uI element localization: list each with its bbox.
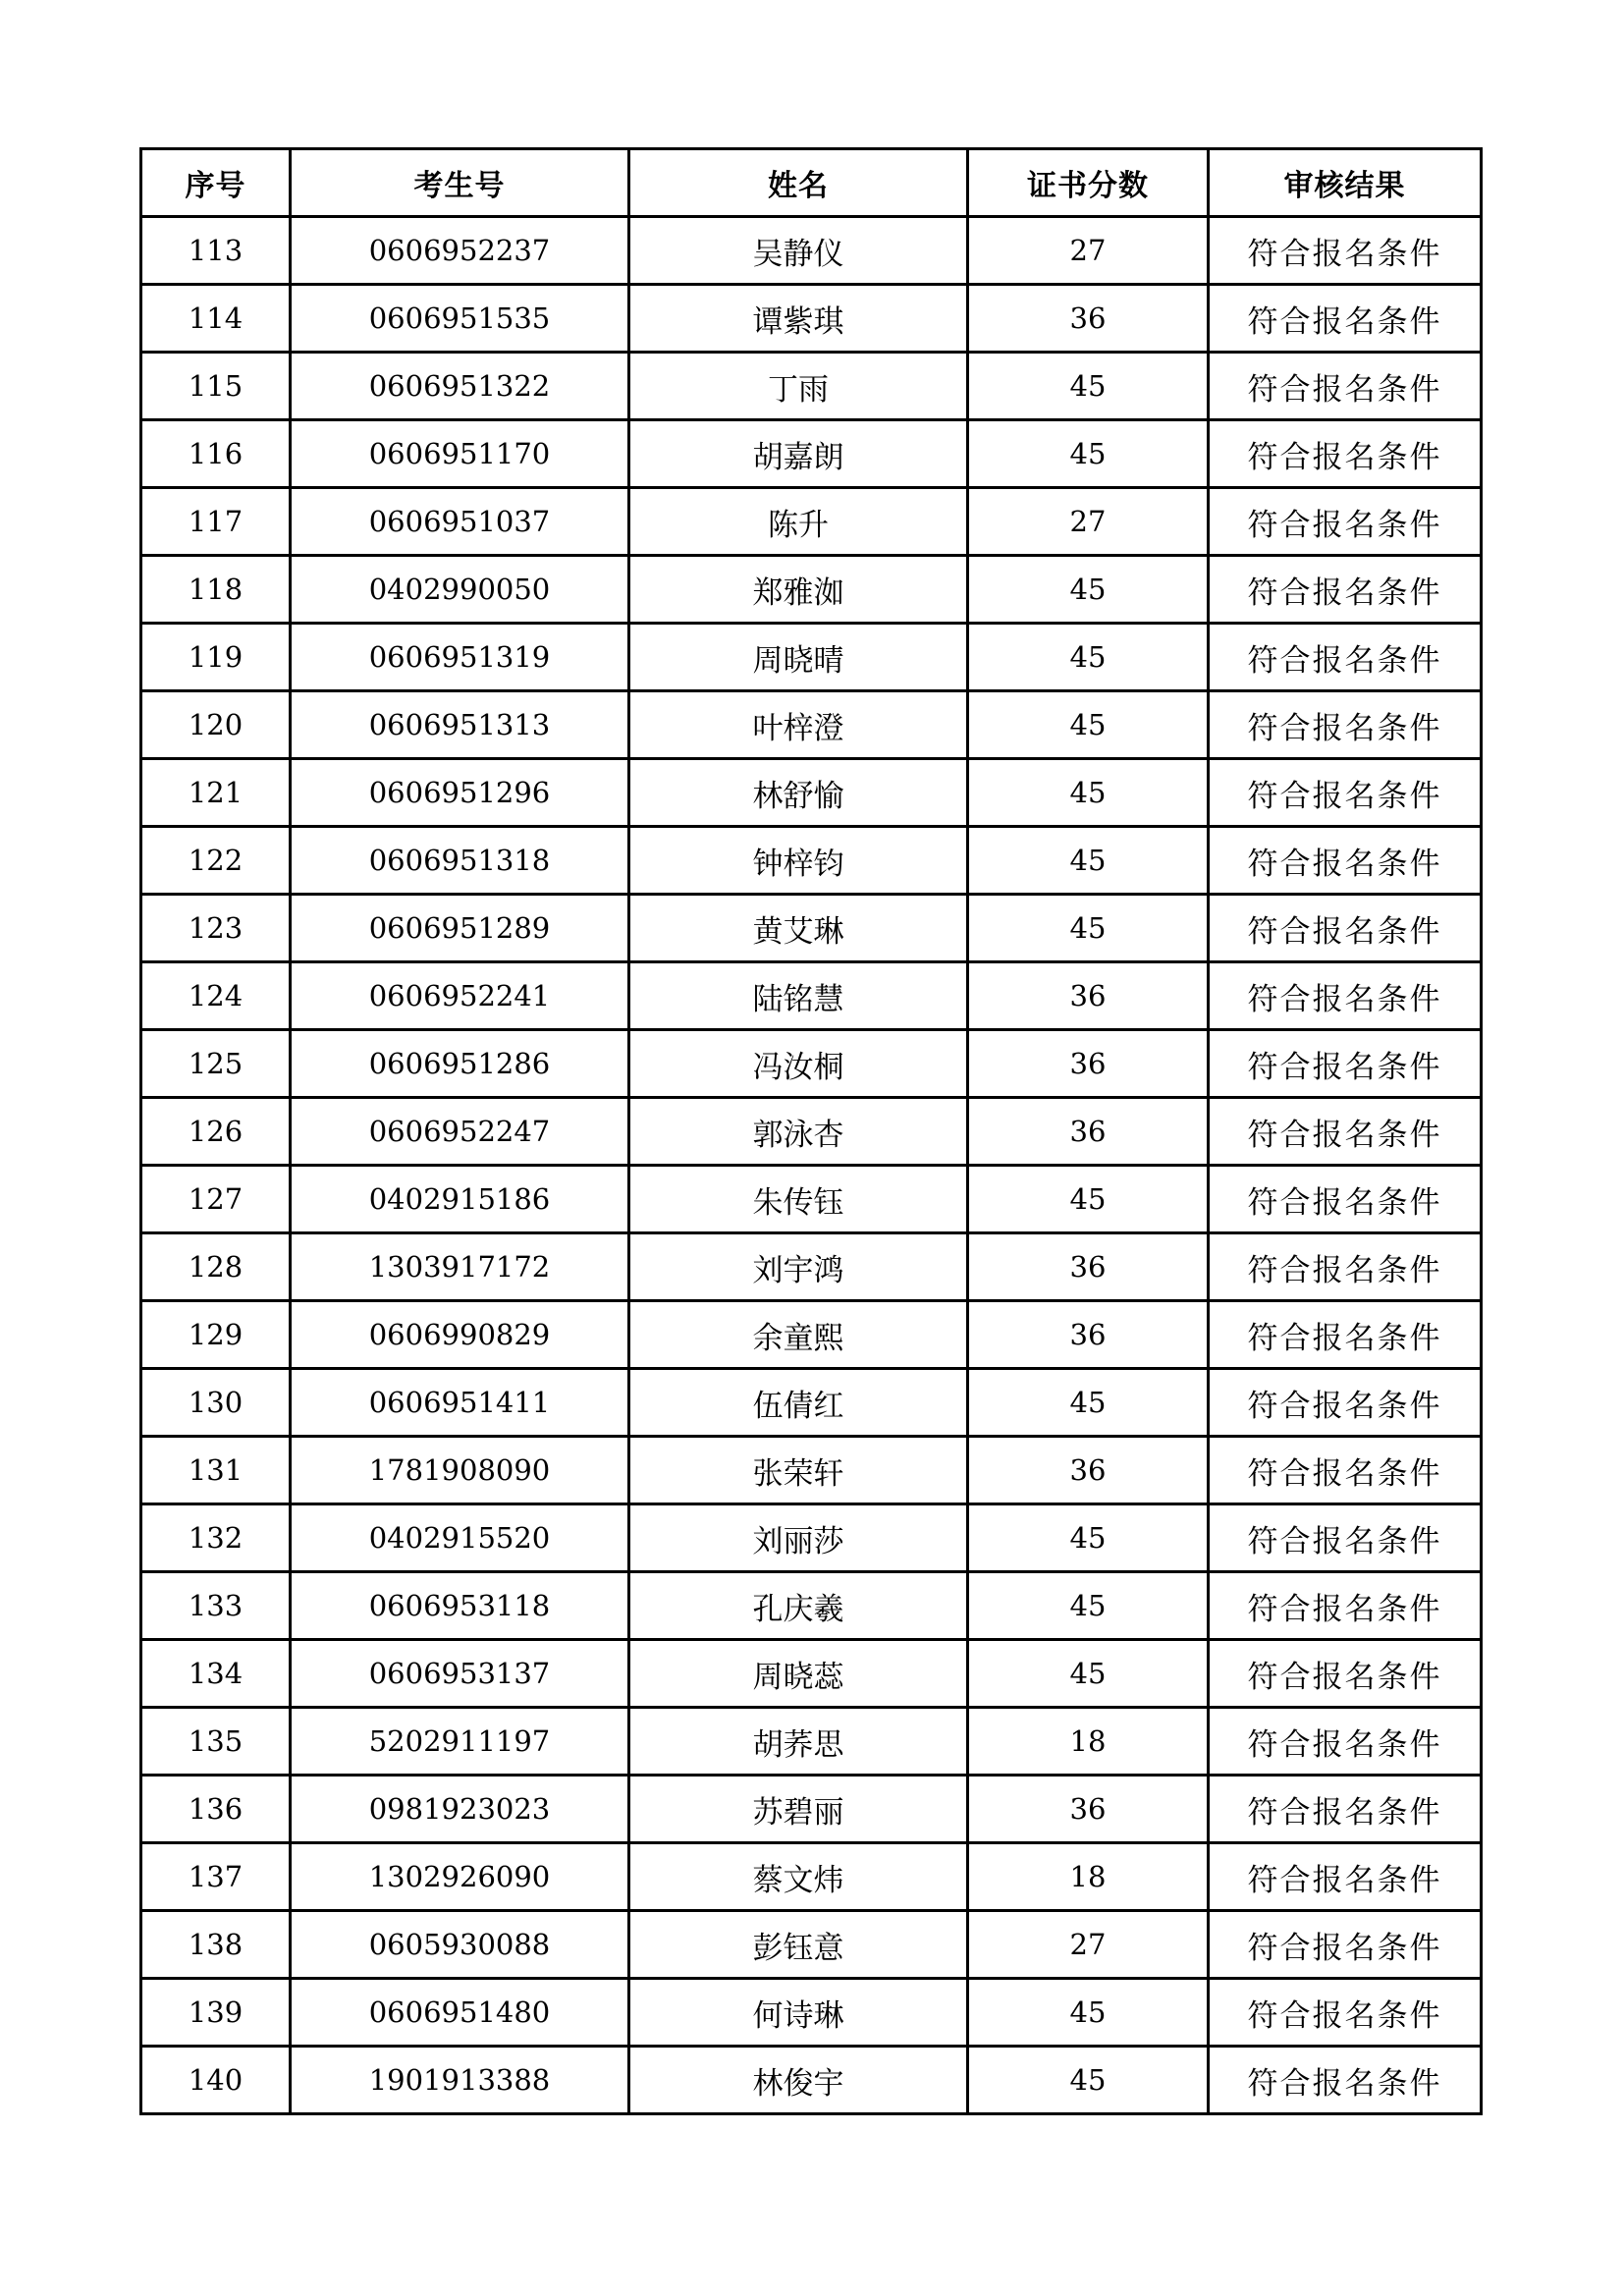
table-row [141, 962, 1482, 1030]
cell-name: 朱传钰 [629, 1166, 968, 1233]
cell-review-result: 符合报名条件 [1209, 1572, 1482, 1640]
cell-certificate-score: 45 [968, 1572, 1209, 1640]
cell-exam-number: 0606951286 [291, 1030, 629, 1098]
table-row [141, 759, 1482, 827]
header-row [141, 149, 1482, 217]
table-row [141, 488, 1482, 556]
cell-review-result: 符合报名条件 [1209, 1301, 1482, 1369]
cell-index: 121 [141, 759, 291, 827]
cell-review-result: 符合报名条件 [1209, 1776, 1482, 1843]
cell-index: 138 [141, 1911, 291, 1979]
results-table [139, 147, 1483, 2115]
cell-exam-number: 0606952247 [291, 1098, 629, 1166]
cell-name: 黄艾琳 [629, 895, 968, 962]
cell-review-result: 符合报名条件 [1209, 1233, 1482, 1301]
cell-certificate-score: 36 [968, 1437, 1209, 1504]
cell-name: 彭钰意 [629, 1911, 968, 1979]
cell-review-result: 符合报名条件 [1209, 1708, 1482, 1776]
cell-exam-number: 0606951170 [291, 420, 629, 488]
cell-exam-number: 0402990050 [291, 556, 629, 624]
cell-review-result: 符合报名条件 [1209, 556, 1482, 624]
cell-review-result: 符合报名条件 [1209, 1030, 1482, 1098]
table-row [141, 1166, 1482, 1233]
cell-review-result: 符合报名条件 [1209, 1911, 1482, 1979]
cell-index: 123 [141, 895, 291, 962]
cell-certificate-score: 45 [968, 827, 1209, 895]
cell-name: 叶梓澄 [629, 691, 968, 759]
cell-name: 周晓蕊 [629, 1640, 968, 1708]
cell-review-result: 符合报名条件 [1209, 691, 1482, 759]
cell-certificate-score: 45 [968, 1504, 1209, 1572]
cell-certificate-score: 36 [968, 1301, 1209, 1369]
cell-review-result: 符合报名条件 [1209, 827, 1482, 895]
cell-name: 刘丽莎 [629, 1504, 968, 1572]
cell-certificate-score: 36 [968, 962, 1209, 1030]
table-row [141, 420, 1482, 488]
cell-exam-number: 1302926090 [291, 1843, 629, 1911]
cell-exam-number: 0402915186 [291, 1166, 629, 1233]
cell-review-result: 符合报名条件 [1209, 1437, 1482, 1504]
cell-certificate-score: 45 [968, 624, 1209, 691]
cell-index: 129 [141, 1301, 291, 1369]
cell-name: 伍倩红 [629, 1369, 968, 1437]
header-certificate-score: 证书分数 [968, 149, 1209, 217]
table-header [141, 149, 1482, 217]
cell-review-result: 符合报名条件 [1209, 1098, 1482, 1166]
header-review-result: 审核结果 [1209, 149, 1482, 217]
cell-review-result: 符合报名条件 [1209, 420, 1482, 488]
cell-index: 132 [141, 1504, 291, 1572]
table-row [141, 285, 1482, 353]
cell-index: 122 [141, 827, 291, 895]
cell-name: 孔庆羲 [629, 1572, 968, 1640]
cell-exam-number: 0606953137 [291, 1640, 629, 1708]
cell-exam-number: 1303917172 [291, 1233, 629, 1301]
cell-exam-number: 0606951411 [291, 1369, 629, 1437]
cell-certificate-score: 36 [968, 285, 1209, 353]
cell-index: 130 [141, 1369, 291, 1437]
cell-review-result: 符合报名条件 [1209, 1640, 1482, 1708]
header-exam-number: 考生号 [291, 149, 629, 217]
cell-certificate-score: 27 [968, 217, 1209, 285]
cell-review-result: 符合报名条件 [1209, 962, 1482, 1030]
cell-index: 134 [141, 1640, 291, 1708]
cell-index: 117 [141, 488, 291, 556]
cell-name: 苏碧丽 [629, 1776, 968, 1843]
cell-index: 126 [141, 1098, 291, 1166]
cell-name: 何诗琳 [629, 1979, 968, 2047]
cell-certificate-score: 36 [968, 1030, 1209, 1098]
table-row [141, 1572, 1482, 1640]
cell-review-result: 符合报名条件 [1209, 217, 1482, 285]
cell-certificate-score: 45 [968, 556, 1209, 624]
cell-index: 119 [141, 624, 291, 691]
cell-review-result: 符合报名条件 [1209, 1504, 1482, 1572]
cell-name: 陈升 [629, 488, 968, 556]
cell-index: 137 [141, 1843, 291, 1911]
table-row [141, 353, 1482, 420]
cell-certificate-score: 45 [968, 759, 1209, 827]
cell-index: 115 [141, 353, 291, 420]
cell-review-result: 符合报名条件 [1209, 1369, 1482, 1437]
cell-certificate-score: 45 [968, 2047, 1209, 2114]
cell-index: 120 [141, 691, 291, 759]
cell-exam-number: 0606951322 [291, 353, 629, 420]
cell-certificate-score: 27 [968, 488, 1209, 556]
cell-exam-number: 0606951318 [291, 827, 629, 895]
cell-review-result: 符合报名条件 [1209, 488, 1482, 556]
table-row [141, 2047, 1482, 2114]
cell-name: 周晓晴 [629, 624, 968, 691]
cell-review-result: 符合报名条件 [1209, 1843, 1482, 1911]
cell-index: 118 [141, 556, 291, 624]
table-row [141, 1098, 1482, 1166]
cell-name: 林舒愉 [629, 759, 968, 827]
cell-name: 蔡文炜 [629, 1843, 968, 1911]
table-row [141, 691, 1482, 759]
cell-index: 127 [141, 1166, 291, 1233]
cell-exam-number: 5202911197 [291, 1708, 629, 1776]
cell-exam-number: 0606951296 [291, 759, 629, 827]
cell-index: 133 [141, 1572, 291, 1640]
cell-index: 135 [141, 1708, 291, 1776]
cell-exam-number: 1901913388 [291, 2047, 629, 2114]
table-row [141, 1369, 1482, 1437]
cell-name: 钟梓钧 [629, 827, 968, 895]
cell-name: 冯汝桐 [629, 1030, 968, 1098]
table-body [141, 217, 1482, 2114]
cell-exam-number: 0606952237 [291, 217, 629, 285]
cell-name: 郑雅洳 [629, 556, 968, 624]
table-row [141, 1504, 1482, 1572]
cell-certificate-score: 45 [968, 353, 1209, 420]
cell-name: 谭紫琪 [629, 285, 968, 353]
cell-exam-number: 0606951319 [291, 624, 629, 691]
cell-name: 胡荞思 [629, 1708, 968, 1776]
cell-index: 139 [141, 1979, 291, 2047]
cell-certificate-score: 18 [968, 1708, 1209, 1776]
table-row [141, 624, 1482, 691]
table-row [141, 1640, 1482, 1708]
cell-exam-number: 0606951037 [291, 488, 629, 556]
header-index: 序号 [141, 149, 291, 217]
cell-certificate-score: 45 [968, 1979, 1209, 2047]
cell-index: 128 [141, 1233, 291, 1301]
cell-certificate-score: 36 [968, 1233, 1209, 1301]
cell-certificate-score: 45 [968, 1369, 1209, 1437]
cell-review-result: 符合报名条件 [1209, 285, 1482, 353]
header-name: 姓名 [629, 149, 968, 217]
cell-certificate-score: 45 [968, 895, 1209, 962]
cell-exam-number: 0606951535 [291, 285, 629, 353]
cell-exam-number: 0606953118 [291, 1572, 629, 1640]
table-row [141, 1843, 1482, 1911]
table-row [141, 1233, 1482, 1301]
cell-index: 125 [141, 1030, 291, 1098]
cell-exam-number: 0981923023 [291, 1776, 629, 1843]
cell-exam-number: 0606951313 [291, 691, 629, 759]
table-row [141, 556, 1482, 624]
cell-index: 116 [141, 420, 291, 488]
cell-review-result: 符合报名条件 [1209, 1979, 1482, 2047]
cell-review-result: 符合报名条件 [1209, 353, 1482, 420]
table-row [141, 217, 1482, 285]
table-row [141, 1708, 1482, 1776]
cell-review-result: 符合报名条件 [1209, 759, 1482, 827]
cell-exam-number: 0605930088 [291, 1911, 629, 1979]
table-row [141, 1911, 1482, 1979]
table-row [141, 1437, 1482, 1504]
cell-certificate-score: 27 [968, 1911, 1209, 1979]
table-row [141, 1301, 1482, 1369]
cell-name: 胡嘉朗 [629, 420, 968, 488]
cell-index: 140 [141, 2047, 291, 2114]
cell-certificate-score: 45 [968, 1640, 1209, 1708]
cell-certificate-score: 45 [968, 1166, 1209, 1233]
cell-exam-number: 1781908090 [291, 1437, 629, 1504]
cell-name: 丁雨 [629, 353, 968, 420]
cell-certificate-score: 45 [968, 420, 1209, 488]
cell-name: 郭泳杏 [629, 1098, 968, 1166]
cell-exam-number: 0402915520 [291, 1504, 629, 1572]
cell-certificate-score: 36 [968, 1098, 1209, 1166]
cell-review-result: 符合报名条件 [1209, 1166, 1482, 1233]
cell-index: 136 [141, 1776, 291, 1843]
cell-name: 吴静仪 [629, 217, 968, 285]
cell-exam-number: 0606952241 [291, 962, 629, 1030]
cell-review-result: 符合报名条件 [1209, 2047, 1482, 2114]
cell-name: 林俊宇 [629, 2047, 968, 2114]
cell-name: 陆铭慧 [629, 962, 968, 1030]
cell-certificate-score: 36 [968, 1776, 1209, 1843]
cell-index: 114 [141, 285, 291, 353]
cell-certificate-score: 45 [968, 691, 1209, 759]
table-row [141, 827, 1482, 895]
cell-exam-number: 0606951480 [291, 1979, 629, 2047]
table-row [141, 1979, 1482, 2047]
cell-review-result: 符合报名条件 [1209, 895, 1482, 962]
cell-name: 刘宇鸿 [629, 1233, 968, 1301]
table-row [141, 1776, 1482, 1843]
cell-name: 张荣轩 [629, 1437, 968, 1504]
cell-exam-number: 0606990829 [291, 1301, 629, 1369]
cell-exam-number: 0606951289 [291, 895, 629, 962]
cell-certificate-score: 18 [968, 1843, 1209, 1911]
cell-index: 124 [141, 962, 291, 1030]
cell-name: 余童熙 [629, 1301, 968, 1369]
cell-index: 113 [141, 217, 291, 285]
cell-review-result: 符合报名条件 [1209, 624, 1482, 691]
table-row [141, 1030, 1482, 1098]
cell-index: 131 [141, 1437, 291, 1504]
table-row [141, 895, 1482, 962]
